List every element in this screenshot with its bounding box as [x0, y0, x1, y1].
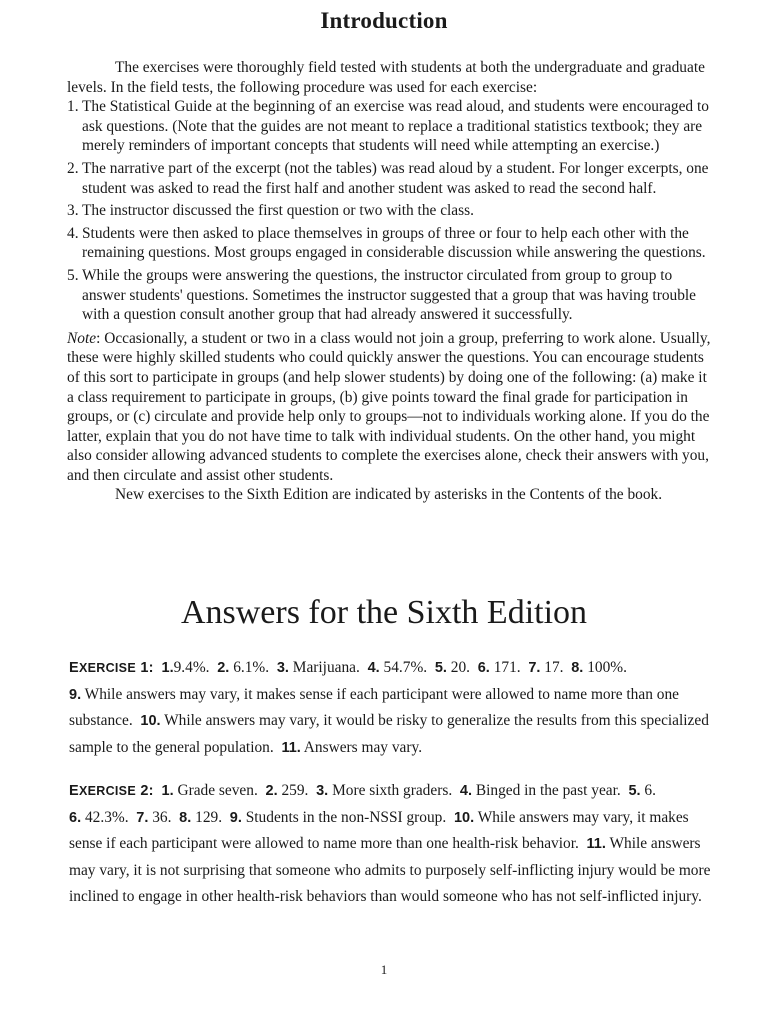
answer-item: 6. 42.3%.	[69, 808, 129, 826]
procedure-step: 2. The narrative part of the excerpt (not the tables) was read aloud by a student. For longer excerpts, one student was asked to read the first half and another student was asked to read the second half.	[67, 159, 709, 197]
answer-item: 11. Answers may vary.	[281, 738, 423, 756]
procedure-step: 1. The Statistical Guide at the beginning of an exercise was read aloud, and students were encouraged to ask questions. (Note that the guides are not meant to replace a traditional statistics textbook; they are merely reminders of important concepts that students will need while attempting an exercise.)	[67, 98, 709, 155]
answer-item: 3. Marijuana.	[276, 659, 360, 676]
note-label: Note	[67, 329, 97, 347]
answer-item: 7. 17.	[528, 659, 564, 676]
answer-item: 3. More sixth graders.	[316, 782, 453, 799]
answer-item: 2. 259.	[265, 782, 309, 799]
answer-item: 9. Students in the non-NSSI group.	[229, 808, 447, 826]
note-paragraph: Note: Occasionally, a student or two in a class would not join a group, preferring to work alone. Usually, these were highly skilled students who could quickly answer the questions. You can encourage students of this sort to participate in groups (and help slower students) by doing one of the following: (a) make it a class requirement to participate in groups, (b) give points toward the final grade for participation in groups, or (c) circulate and provide help only to groups—not to individuals working alone. If you do the latter, explain that you do not have time to talk with individual students. On the other hand, you might also consider allowing advanced students to complete the exercises alone, check their answers with you, and then circulate and assist other students.	[67, 329, 711, 484]
answer-item: 7. 36.	[136, 808, 172, 826]
page-number: 1	[380, 962, 388, 977]
procedure-list	[67, 97, 717, 325]
procedure-step: 4. Students were then asked to place themselves in groups of three or four to help each other with the remaining questions. Most groups engaged in considerable discussion while answering the questions.	[67, 224, 706, 262]
answer-item: 4. 54.7%.	[367, 659, 428, 676]
answer-item: 5. 20.	[434, 659, 471, 676]
exercise-label: EXERCISE 1:	[69, 660, 154, 676]
answer-item: 10. While answers may vary, it makes sense if each participant were allowed to name more than one health-risk behavior.	[69, 808, 689, 852]
answers-heading: Answers for the Sixth Edition	[180, 594, 588, 631]
exercise-label: EXERCISE 2:	[69, 783, 154, 799]
introduction-heading: Introduction	[320, 8, 448, 33]
answer-item: 9. While answers may vary, it makes sense if each participant were allowed to name more than one substance.	[69, 685, 679, 729]
procedure-step: 5. While the groups were answering the questions, the instructor circulated from group to group to answer students' questions. Sometimes the instructor suggested that a group that was having trouble with a question consult another group that had already answered it successfully.	[67, 266, 697, 324]
answer-item: 10. While answers may vary, it would be risky to generalize the results from this specialized sample to the general population.	[69, 712, 709, 756]
answer-item: 1. Grade seven.	[161, 782, 258, 799]
answer-item: 2. 6.1%.	[217, 659, 270, 676]
answer-item: 11. While answers may vary, it is not surprising that someone who admits to purposely self-inflicting injury would be more inclined to engage in other health-risk behaviors than would someone who has not self-inflicted injury.	[69, 835, 711, 905]
answer-item: 4. Binged in the past year.	[459, 782, 621, 799]
new-exercises-note: New exercises to the Sixth Edition are indicated by asterisks in the Contents of the book.	[115, 486, 663, 504]
intro-paragraph: The exercises were thoroughly field tested with students at both the undergraduate and graduate levels. In the field tests, the following procedure was used for each exercise:	[67, 59, 705, 96]
introduction-body	[67, 58, 717, 505]
answer-item: 8. 129.	[179, 808, 223, 826]
answer-item: 1.9.4%.	[161, 659, 210, 676]
answer-item: 6. 171.	[477, 659, 521, 676]
exercise-2-answers	[69, 778, 719, 911]
answer-item: 5. 6.	[628, 782, 656, 799]
answer-item: 8. 100%.	[571, 659, 627, 676]
procedure-step: 3. The instructor discussed the first question or two with the class.	[67, 202, 474, 220]
exercise-1-answers	[69, 655, 719, 761]
